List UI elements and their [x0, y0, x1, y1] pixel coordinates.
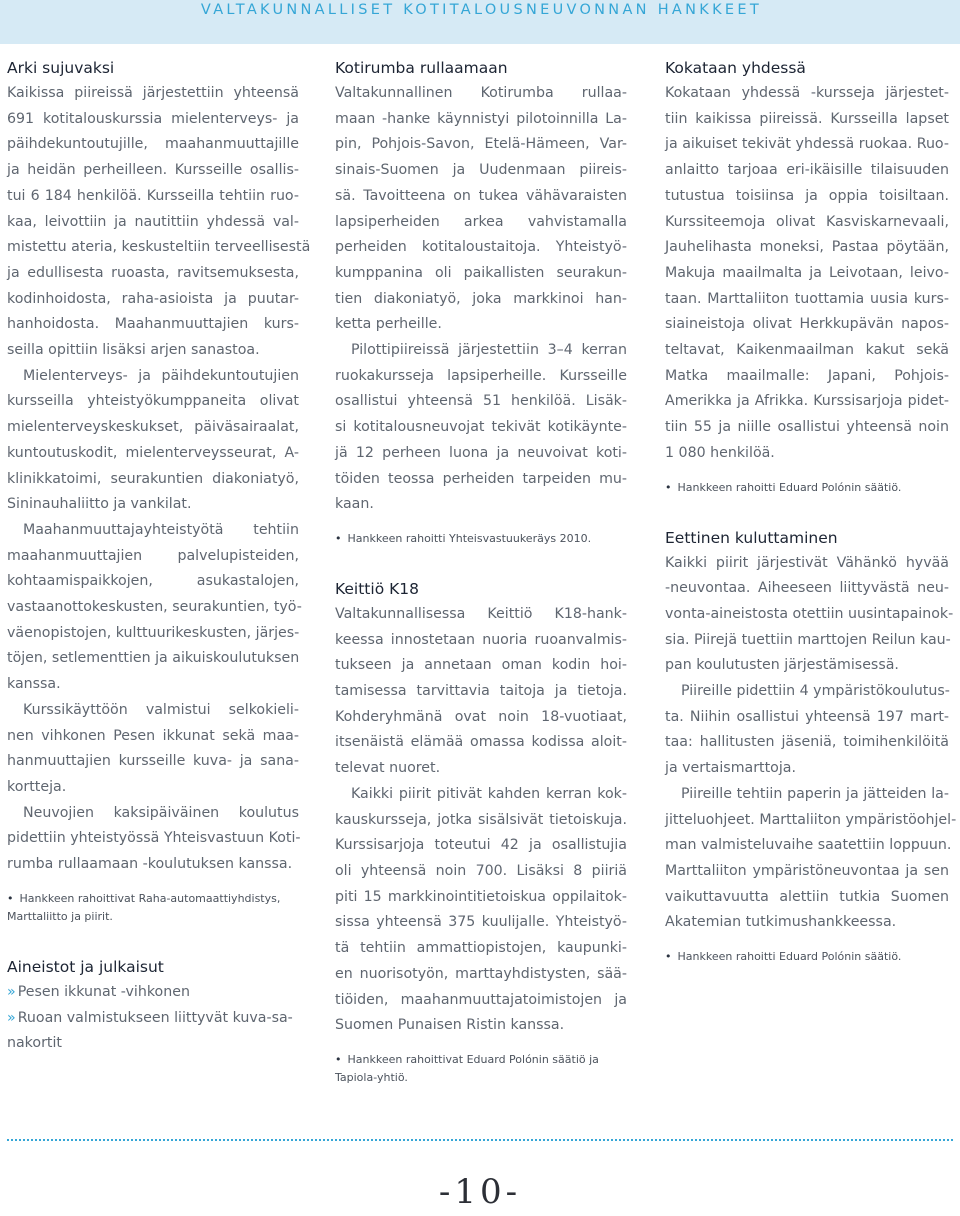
text-line: Makuja maailmalta ja Leivotaan, leivo- [665, 264, 949, 281]
heading-kokataan-yhdessa: Kokataan yhdessä [665, 59, 806, 77]
paragraph [665, 782, 957, 936]
text-line: kodinhoidosta, raha-asioista ja puutar- [7, 290, 299, 307]
text-line: Kaikki piirit järjestivät Vähänkö hyvää [665, 554, 949, 571]
text-line: Valtakunnallinen Kotirumba rullaa- [335, 85, 627, 101]
text-line: tiöiden, maahanmuuttajatoimistojen ja [335, 991, 627, 1008]
text-line: pin, Pohjois-Savon, Etelä-Hämeen, Var- [335, 136, 627, 153]
text-line: 1 080 henkilöä. [665, 444, 775, 461]
note-text: Marttaliitto ja piirit. [7, 909, 113, 923]
text-line: sä. Tavoitteena on tukea vähävaraisten [335, 187, 627, 204]
note-text: Hankkeen rahoittivat Eduard Polónin säätiö ja [347, 1052, 599, 1066]
text-line: taa: hallitusten jäseniä, toimihenkilöitä [665, 734, 949, 751]
text-line: en nuorisotyön, marttayhdistysten, sää- [335, 965, 627, 982]
text-line: osallistui yhteensä 51 henkilöä. Lisäk- [335, 393, 627, 410]
text-line: seilla opittiin lisäksi arjen sanastoa. [7, 342, 260, 359]
note-line [7, 908, 299, 926]
bullet-icon: • [7, 891, 14, 905]
text-line: töiden teossa perheiden tarpeiden mu- [335, 470, 627, 487]
header-band [0, 0, 960, 44]
text-line: jä 12 perheen luona ja neuvoivat koti- [335, 444, 627, 461]
text-line: tien diakoniatyö, joka markkinoi han- [335, 290, 627, 307]
paragraph [335, 81, 627, 338]
text-line: lapsiperheiden arkea vahvistamalla [335, 213, 627, 230]
text-line: kortteja. [7, 778, 67, 795]
text-line: Neuvojien kaksipäiväinen koulutus [23, 804, 299, 821]
text-line: man valmisteluvaihe saatettiin loppuun. [665, 837, 952, 854]
text-line: ja edullisesta ruoasta, ravitsemuksesta, [7, 264, 299, 281]
text-line: Sininauhaliitto ja vankilat. [7, 496, 192, 513]
note-line [665, 479, 949, 497]
section-title: VALTAKUNNALLISET KOTITALOUSNEUVONNAN HANKKEET [200, 2, 762, 18]
paragraph [7, 81, 311, 364]
text-line: ja heidän perheilleen. Kursseille osallis- [7, 162, 299, 179]
text-line: hanmuuttajien kursseille kuva- ja sana- [7, 753, 299, 770]
paragraph [7, 518, 302, 698]
column-kokataan-eettinen [665, 56, 957, 966]
note-line [7, 890, 299, 908]
note-text: Tapiola-yhtiö. [335, 1070, 408, 1084]
text-line: Suomen Punaisen Ristin kanssa. [335, 1017, 565, 1034]
paragraph [335, 602, 627, 782]
raquo-marker-icon: » [7, 983, 16, 1000]
text-line: perheiden kotitaloustaitoja. Yhteistyö- [335, 239, 627, 256]
text-line: siaineistoja olivat Herkkupävän napos- [665, 316, 949, 333]
text-line: tukseen ja annetaan oman kodin hoi- [335, 657, 627, 674]
page-number: -10- [438, 1172, 522, 1212]
paragraph [335, 338, 627, 518]
text-line: itsenäistä elämää omassa kodissa aloit- [335, 734, 627, 751]
text-line: tä tehtiin ammattiopistojen, kaupunki- [335, 940, 627, 957]
heading-eettinen-kuluttaminen: Eettinen kuluttaminen [665, 528, 838, 547]
text-line: ketta perheille. [335, 316, 442, 333]
text-line: Piireille tehtiin paperin ja jätteiden la- [681, 785, 949, 802]
text-line: kumppanina oli paikallisten seurakun- [335, 264, 627, 281]
paragraph [665, 81, 949, 467]
text-line: Piireille pidettiin 4 ympäristökoulutus- [681, 683, 950, 700]
text-line: si kotitalousneuvojat tekivät kotikäynte- [335, 419, 627, 436]
text-line: rumba rullaamaan -koulutuksen kanssa. [7, 856, 293, 873]
note-text: Hankkeen rahoittivat Raha-automaattiyhdistys, [19, 891, 281, 905]
text-line: maan -hanke käynnistyi pilotoinnilla La- [335, 110, 627, 127]
paragraph [7, 801, 299, 878]
text-line: tui 6 184 henkilöä. Kursseilla tehtiin ruo- [7, 187, 299, 204]
text-line: Mielenterveys- ja päihdekuntoutujien [23, 367, 299, 384]
text-line: kanssa. [7, 676, 61, 693]
text-line: pan koulutusten järjestämisessä. [665, 657, 899, 674]
text-line: -neuvontaa. Aiheeseen liittyvästä neu- [665, 580, 949, 597]
note-line [335, 1051, 627, 1069]
text-line: oli yhteensä noin 700. Lisäksi 8 piiriä [335, 862, 627, 879]
heading-keittio-k18: Keittiö K18 [335, 579, 419, 598]
text-line: keessa innostetaan nuoria ruoanvalmis- [335, 631, 627, 648]
text-line: Kaikissa piireissä järjestettiin yhteensä [7, 85, 299, 101]
text-line: sia. Piirejä tuettiin marttojen Reilun kau- [665, 631, 951, 648]
text-line: tutustua toisiinsa ja oppia toisiltaan. [665, 187, 949, 204]
funding-note [335, 1051, 627, 1087]
funding-note [335, 530, 627, 548]
text-line: tiin 55 ja niille osallistui yhteensä noin [665, 419, 949, 436]
bullet-icon: • [335, 531, 342, 545]
text-line: Kurssiteemoja olivat Kasviskarnevaali, [665, 213, 949, 230]
text-line: Amerikka ja Afrikka. Kurssisarjoja pidet- [665, 393, 949, 410]
text-line: 691 kotitalouskurssia mielenterveys- ja [7, 110, 299, 127]
note-text: Hankkeen rahoitti Eduard Polónin säätiö. [677, 480, 902, 494]
text-line: ruokakursseja lapsiperheille. Kursseille [335, 367, 627, 384]
text-line: mistettu ateria, keskusteltiin terveellisestä [7, 239, 311, 256]
text-line: Marttaliiton ympäristöneuvontaa ja sen [665, 862, 949, 879]
note-line [335, 530, 627, 548]
text-line: kaa, leivottiin ja nautittiin yhdessä val- [7, 213, 299, 230]
text-line: anlaitto tarjoaa eri-ikäisille tilaisuuden [665, 162, 949, 179]
funding-note [665, 948, 949, 966]
text-line: kohtaamispaikkojen, asukastalojen, [7, 573, 299, 590]
text-line: ja vertaismarttoja. [665, 760, 796, 777]
bullet-icon: • [665, 950, 672, 964]
text-line: päihdekuntoutujille, maahanmuuttajille [7, 136, 299, 153]
text-line: tamisessa tarvittavia taitoja ja tietoja. [335, 683, 627, 700]
heading-aineistot-ja-julkaisut: Aineistot ja julkaisut [7, 957, 164, 976]
paragraph [7, 364, 299, 518]
funding-note [665, 479, 949, 497]
paragraph [665, 551, 954, 680]
text-line: nen vihkonen Pesen ikkunat sekä maa- [7, 727, 299, 744]
text-line: televat nuoret. [335, 760, 441, 777]
note-text: Hankkeen rahoitti Yhteisvastuukeräys 2010. [347, 531, 592, 545]
funding-note [7, 890, 299, 926]
material-item[interactable]: » Ruoan valmistukseen liittyvät kuva-sa- [7, 1009, 293, 1026]
text-line: sissa yhteensä 375 kuulijalle. Yhteistyö- [335, 914, 627, 931]
text-line: vastaanottokeskusten, seurakuntien, työ- [7, 599, 302, 616]
text-line: klinikkatoimi, seurakuntien diakoniatyö, [7, 470, 299, 487]
text-line: Pilottipiireissä järjestettiin 3–4 kerran [351, 342, 627, 359]
text-line: teltavat, Kaikenmaailman kakut sekä [665, 342, 949, 359]
paragraph [7, 698, 299, 801]
note-text: Hankkeen rahoitti Eduard Polónin säätiö. [677, 950, 902, 964]
bullet-icon: • [335, 1052, 342, 1066]
text-line: kuntoutuskodit, mielenterveysseurat, A- [7, 444, 299, 461]
text-line: ja aikuiset tekivät yhdessä ruokaa. Ruo- [665, 136, 949, 153]
text-line: väenopistojen, kulttuurikeskusten, järjes- [7, 624, 300, 641]
text-line: Kurssikäyttöön valmistui selkokieli- [23, 701, 299, 718]
raquo-marker-icon: » [7, 1009, 16, 1026]
heading-arki-sujuvaksi: Arki sujuvaksi [7, 59, 115, 77]
note-line [665, 948, 949, 966]
text-line: Kurssisarjoja toteutui 42 ja osallistujia [335, 837, 627, 854]
text-line: tiin kaikissa piireissä. Kursseilla lapset [665, 110, 949, 127]
bullet-icon: • [665, 480, 672, 494]
paragraph [335, 782, 627, 1039]
text-line: töjen, setlementtien ja aikuiskoulutuksen [7, 650, 300, 667]
text-line: hanhoidosta. Maahanmuuttajien kurs- [7, 316, 299, 333]
text-line: Akatemian tutkimushankkeessa. [665, 914, 897, 931]
text-line: vaikuttavuutta alettiin tutkia Suomen [665, 888, 949, 905]
text-line: sinais-Suomen ja Uudenmaan piireis- [335, 162, 627, 179]
heading-kotirumba-rullaamaan: Kotirumba rullaamaan [335, 59, 508, 77]
material-item[interactable]: » Pesen ikkunat -vihkonen [7, 983, 190, 1000]
text-line: kursseilla yhteistyökumppaneita olivat [7, 393, 299, 410]
column-arki-sujuvaksi [7, 56, 311, 1057]
text-line: Valtakunnallisessa Keittiö K18-hank- [335, 605, 627, 622]
text-line: maahanmuuttajien palvelupisteiden, [7, 547, 299, 564]
text-line: Kokataan yhdessä -kursseja järjestet- [665, 85, 949, 101]
text-line: kauskursseja, jotka sisälsivät tietoiskuja. [335, 811, 627, 828]
text-line: mielenterveyskeskukset, päiväsairaalat, [7, 419, 299, 436]
text-line: piti 15 markkinointitietoiskua oppilaitok- [335, 888, 627, 905]
column-kotirumba-keittio [335, 56, 627, 1087]
text-line: Maahanmuuttajayhteistyötä tehtiin [23, 521, 299, 538]
text-line: taan. Marttaliiton tuottamia uusia kurs- [665, 290, 949, 307]
text-line: ta. Niihin osallistui yhteensä 197 mart- [665, 708, 949, 725]
paragraph [665, 679, 949, 782]
text-line: Matka maailmalle: Japani, Pohjois- [665, 367, 949, 384]
note-line [335, 1069, 627, 1087]
text-line: Kaikki piirit pitivät kahden kerran kok- [351, 785, 627, 802]
text-line: pidettiin yhteistyössä Yhteisvastuun Koti- [7, 830, 301, 847]
text-line: Jauhelihasta moneksi, Pastaa pöytään, [665, 239, 949, 256]
text-line: Kohderyhmänä ovat noin 18-vuotiaat, [335, 708, 627, 725]
text-line: jitteluohjeet. Marttaliiton ympäristöohjel- [665, 811, 957, 828]
footer-divider [7, 1139, 953, 1141]
text-line: vonta-aineistosta otettiin uusintapainok- [665, 605, 954, 622]
material-item-continuation[interactable]: nakortit [7, 1035, 62, 1052]
text-line: kaan. [335, 496, 374, 513]
